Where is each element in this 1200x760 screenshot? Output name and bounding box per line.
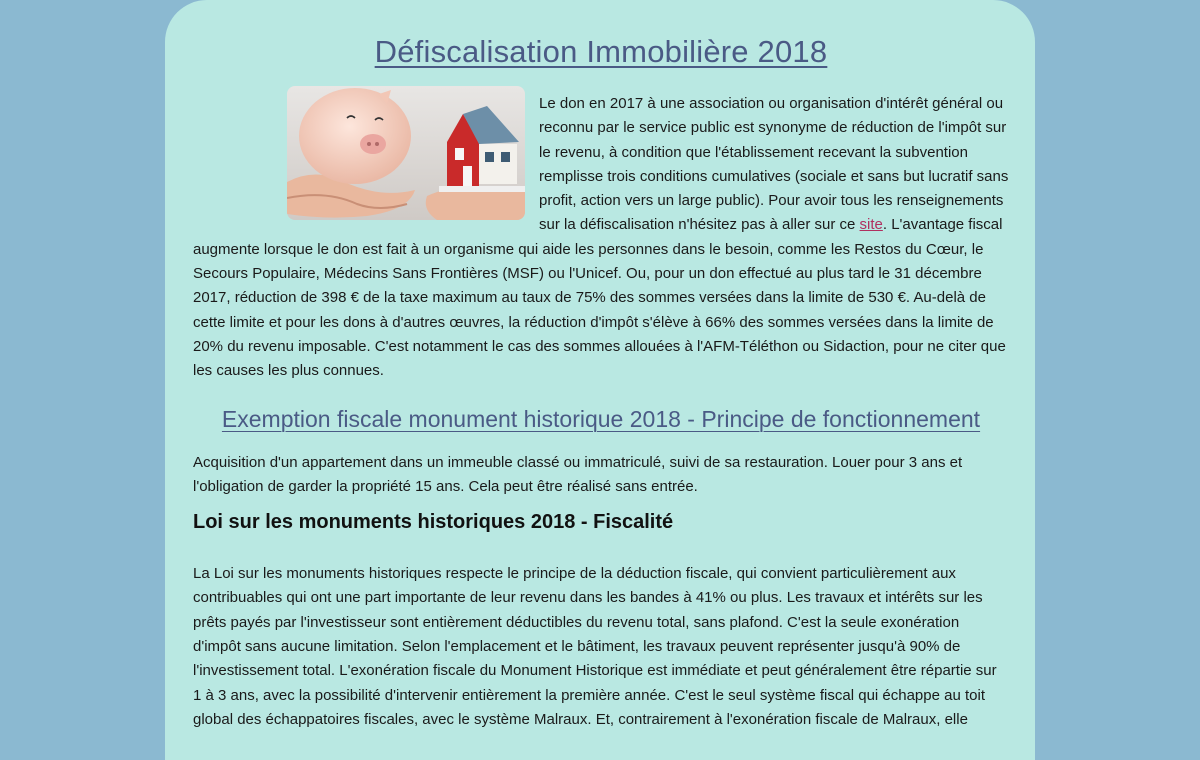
subsection-heading: Loi sur les monuments historiques 2018 - Fiscalité — [193, 511, 674, 534]
section-heading: Exemption fiscale monument historique 2018 - Principe de fonctionnement — [221, 405, 981, 432]
subsection-paragraph: La Loi sur les monuments historiques respecte le principe de la déduction fiscale, qui convient particulièrement aux contribuables qui ont une part importante de leur revenu dans les bandes à 41% ou plus. Les travaux et intérêts sur les prêts payés par l'investisseur sont entièrement déductibles du revenu total, sans plafond. C'est la seule exonération d'impôt sans aucune limitation. Selon l'emplacement et le bâtiment, les travaux peuvent représenter jusqu'à 90% de l'investissement total. L'exonération fiscale du Monument Historique est immédiate et peut généralement être répartie sur 1 à 3 ans, avec la possibilité d'intervenir entièrement la première année. C'est le seul système fiscal qui échappe au toit global des échappatoires fiscales, avec le système Malraux. Et, contrairement à l'exonération fiscale de Malraux, elle — [193, 565, 997, 728]
content-card — [165, 0, 1035, 760]
piggy-bank-house-image — [287, 86, 525, 220]
piggy-bank-house-icon — [287, 86, 525, 220]
intro-paragraph: Le don en 2017 à une association ou organisation d'intérêt général ou reconnu par le service public est synonyme de réduction de l'impôt sur le revenu, à condition que l'établissement recevant la subvention remplisse trois conditions cumulatives (sociale et sans but lucratif sans profit, action vers un large public). Pour avoir tous les renseignements sur la défiscalisation n'hésitez pas à aller sur ce site. L'avantage fiscal augmente lorsque le don est fait à un organisme qui aide les personnes dans le besoin, comme les Restos du Cœur, le Secours Populaire, Médecins Sans Frontières (MSF) ou l'Unicef. Ou, pour un don effectué au plus tard le 31 décembre 2017, réduction de 398 € de la taxe maximum au taux de 75% des sommes versées dans la limite de 530 €. Au-delà de cette limite et pour les dons à d'autres œuvres, la réduction d'impôt s'élève à 66% des sommes versées dans la limite de 20% du revenu imposable. C'est notamment le cas des sommes allouées à l'AFM-Téléthon ou Sidaction, pour ne citer que les causes les plus connues. — [193, 95, 1009, 380]
article — [193, 34, 1009, 732]
page-title: Défiscalisation Immobilière 2018 — [374, 34, 828, 69]
site-link[interactable]: site — [859, 216, 883, 234]
section-paragraph: Acquisition d'un appartement dans un immeuble classé ou immatriculé, suivi de sa restauration. Louer pour 3 ans et l'obligation de garder la propriété 15 ans. Cela peut être réalisé sans entrée. — [193, 453, 963, 495]
